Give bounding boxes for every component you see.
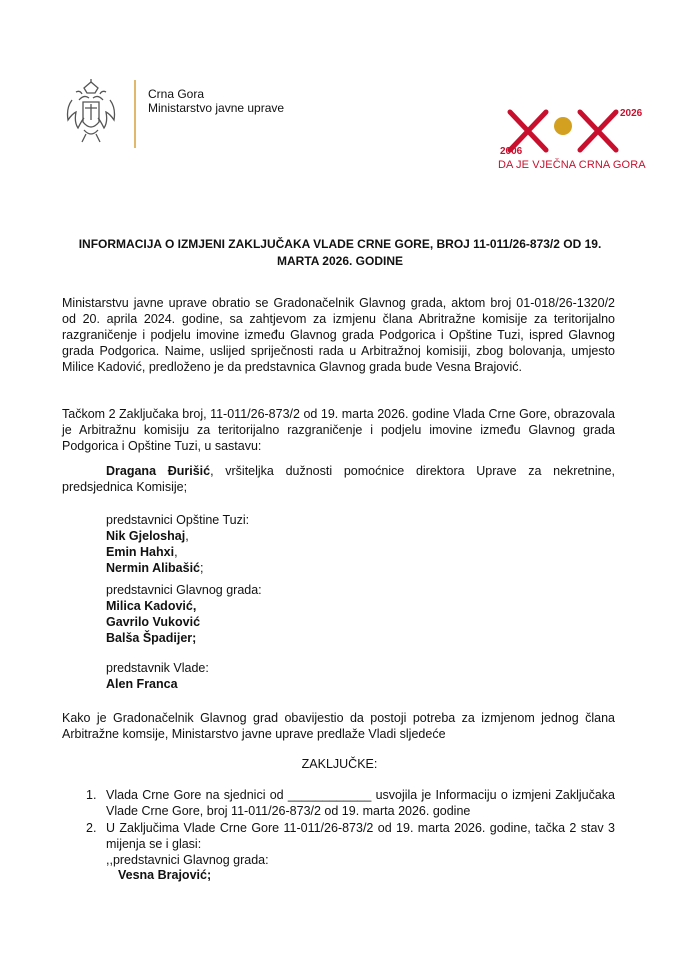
quote-label: ,,predstavnici Glavnog grada:: [106, 853, 269, 867]
logo-year-start: 2006: [500, 146, 523, 157]
crest-emblem-icon: [554, 117, 572, 135]
list-item: Emin Hahxi,: [106, 545, 178, 559]
list-item: Milica Kadović,: [106, 599, 197, 613]
ministry-header: [148, 87, 284, 115]
list-item: Balša Špadijer;: [106, 631, 197, 645]
group-capital: [106, 582, 262, 646]
list-item: Gavrilo Vuković: [106, 615, 201, 629]
conclusion-item: Vlada Crne Gore na sjednici od ____________ usvojila je Informaciju o izmjeni Zaključaka Vlade Crne Gore, broj 11-011/26-873/2 od 19. marta 2026. godine: [106, 788, 615, 818]
document-title: INFORMACIJA O IZMJENI ZAKLJUČAKA VLADE CRNE GORE, BROJ 11-011/26-873/2 OD 19. MARTA 2026. GODINE: [78, 237, 602, 268]
country-name: Crna Gora: [148, 87, 205, 101]
chair-role: , vršiteljka dužnosti pomoćnice direktora Uprave za nekretnine, predsjednica Komisije;: [62, 464, 615, 494]
conclusion-number: 1.: [86, 788, 97, 802]
quote-name: Vesna Brajović;: [118, 868, 212, 882]
list-item: Nermin Alibašić;: [106, 561, 204, 575]
ministry-name: Ministarstvo javne uprave: [148, 101, 285, 115]
commission-chair: [62, 463, 615, 495]
header-divider: [134, 80, 136, 148]
logo-slogan: DA JE VJEČNA CRNA GORA: [498, 159, 646, 171]
group-tuzi: [106, 512, 249, 576]
paragraph-proposal: Kako je Gradonačelnik Glavnog grad obavijestio da postoji potreba za izmjenom jednog člana Arbitražne komsije, Ministarstvo javne uprave predlaže Vladi sljedeće: [62, 711, 615, 741]
group-tuzi-label: predstavnici Opštine Tuzi:: [106, 513, 250, 527]
logo-year-end: 2026: [620, 108, 643, 119]
conclusions-heading: ZAKLJUČKE:: [301, 757, 378, 771]
group-government: [106, 660, 209, 692]
conclusion-item: U Zaključima Vlade Crne Gore 11-011/26-873/2 od 19. marta 2026. godine, tačka 2 stav 3 mijenja se i glasi:: [106, 821, 615, 851]
group-capital-label: predstavnici Glavnog grada:: [106, 583, 262, 597]
paragraph-request: Ministarstvu javne uprave obratio se Gradonačelnik Glavnog grada, aktom broj 01-018/26-1320/2 od 20. aprila 2024. godine, sa zahtjevom za izmjenu člana Abritražne komisije za teritorijalno razgraničenje i podjelu imovine između Glavnog grada Podgorica i Opštine Tuzi, ispred Glavnog grada Podgorica. Naime, uslijed spriječnosti rada u Arbitražnoj komisiji, zbog bolovanja, umjesto Milice Kadović, predloženo je da predstavnica Glavnog grada bude Vesna Brajović.: [62, 296, 615, 374]
paragraph-commission: Tačkom 2 Zaključaka broj, 11-011/26-873/2 od 19. marta 2026. godine Vlada Crne Gore, obrazovala je Arbitražnu komisiju za teritorijalno razgraničenje i podjelu imovine između Glavnog grada Podgorica i Opštine Tuzi, u sastavu:: [62, 407, 615, 453]
list-item: Nik Gjeloshaj,: [106, 529, 189, 543]
conclusion-number: 2.: [86, 821, 97, 835]
group-government-label: predstavnik Vlade:: [106, 661, 209, 675]
chair-name: Dragana Đurišić: [106, 464, 211, 478]
list-item: Alen Franca: [106, 677, 178, 691]
coat-of-arms-icon: [62, 78, 120, 148]
